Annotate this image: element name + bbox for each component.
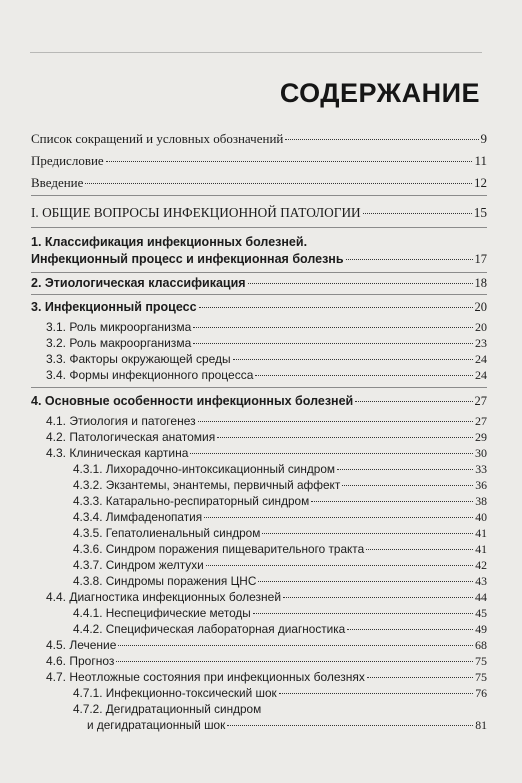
section-rule <box>31 195 487 196</box>
page-title: СОДЕРЖАНИЕ <box>279 78 480 108</box>
toc-chapter[interactable]: 4. Основные особенности инфекционных болезней 27 <box>31 394 487 408</box>
toc-subsection[interactable]: 4.3.8. Синдромы поражения ЦНС 43 <box>73 574 487 588</box>
toc-entry[interactable]: Введение 12 <box>31 175 487 190</box>
toc-section[interactable]: 4.1. Этиология и патогенез 27 <box>46 414 487 428</box>
toc-chapter[interactable]: 2. Этиологическая классификация 18 <box>31 276 487 290</box>
toc-section[interactable]: 4.5. Лечение 68 <box>46 638 487 652</box>
toc-chapter-line[interactable]: 1. Классификация инфекционных болезней. <box>31 235 308 249</box>
toc-section[interactable]: 3.1. Роль микроорганизма 20 <box>46 320 487 334</box>
toc-subsection[interactable]: 4.3.5. Гепатолиенальный синдром 41 <box>73 526 487 540</box>
toc-subsection[interactable]: и дегидратационный шок 81 <box>87 718 487 732</box>
toc-subsection[interactable]: 4.3.6. Синдром поражения пищеварительного тракта 41 <box>73 542 487 556</box>
toc-entry[interactable]: Предисловие 11 <box>31 153 487 168</box>
toc-subsection[interactable]: 4.3.3. Катарально-респираторный синдром 38 <box>73 494 487 508</box>
toc-section[interactable]: 4.7. Неотложные состояния при инфекционных болезнях 75 <box>46 670 487 684</box>
toc-section[interactable]: 4.6. Прогноз 75 <box>46 654 487 668</box>
toc-subsection[interactable]: 4.3.7. Синдром желтухи 42 <box>73 558 487 572</box>
toc-section[interactable]: 4.3. Клиническая картина 30 <box>46 446 487 460</box>
toc-section[interactable]: 3.3. Факторы окружающей среды 24 <box>46 352 487 366</box>
toc-chapter[interactable]: Инфекционный процесс и инфекционная болезнь 17 <box>31 252 487 266</box>
toc-part[interactable]: I. ОБЩИЕ ВОПРОСЫ ИНФЕКЦИОННОЙ ПАТОЛОГИИ 15 <box>31 205 487 220</box>
section-rule <box>31 387 487 388</box>
toc-subsection[interactable]: 4.4.2. Специфическая лабораторная диагностика 49 <box>73 622 487 636</box>
toc-section[interactable]: 4.2. Патологическая анатомия 29 <box>46 430 487 444</box>
toc-section[interactable]: 3.2. Роль макроорганизма 23 <box>46 336 487 350</box>
header-rule <box>30 52 482 53</box>
toc-section[interactable]: 4.4. Диагностика инфекционных болезней 44 <box>46 590 487 604</box>
toc-subsection-line[interactable]: 4.7.2. Дегидратационный синдром <box>73 702 262 716</box>
toc-subsection[interactable]: 4.3.1. Лихорадочно-интоксикационный синдром 33 <box>73 462 487 476</box>
section-rule <box>31 294 487 295</box>
section-rule <box>31 272 487 273</box>
toc-subsection[interactable]: 4.3.4. Лимфаденопатия 40 <box>73 510 487 524</box>
toc-entry[interactable]: Список сокращений и условных обозначений 9 <box>31 131 487 146</box>
toc-subsection[interactable]: 4.4.1. Неспецифические методы 45 <box>73 606 487 620</box>
section-rule <box>31 227 487 228</box>
toc-section[interactable]: 3.4. Формы инфекционного процесса 24 <box>46 368 487 382</box>
toc-subsection[interactable]: 4.7.1. Инфекционно-токсический шок 76 <box>73 686 487 700</box>
toc-chapter[interactable]: 3. Инфекционный процесс 20 <box>31 300 487 314</box>
toc-subsection[interactable]: 4.3.2. Экзантемы, энантемы, первичный аффект 36 <box>73 478 487 492</box>
